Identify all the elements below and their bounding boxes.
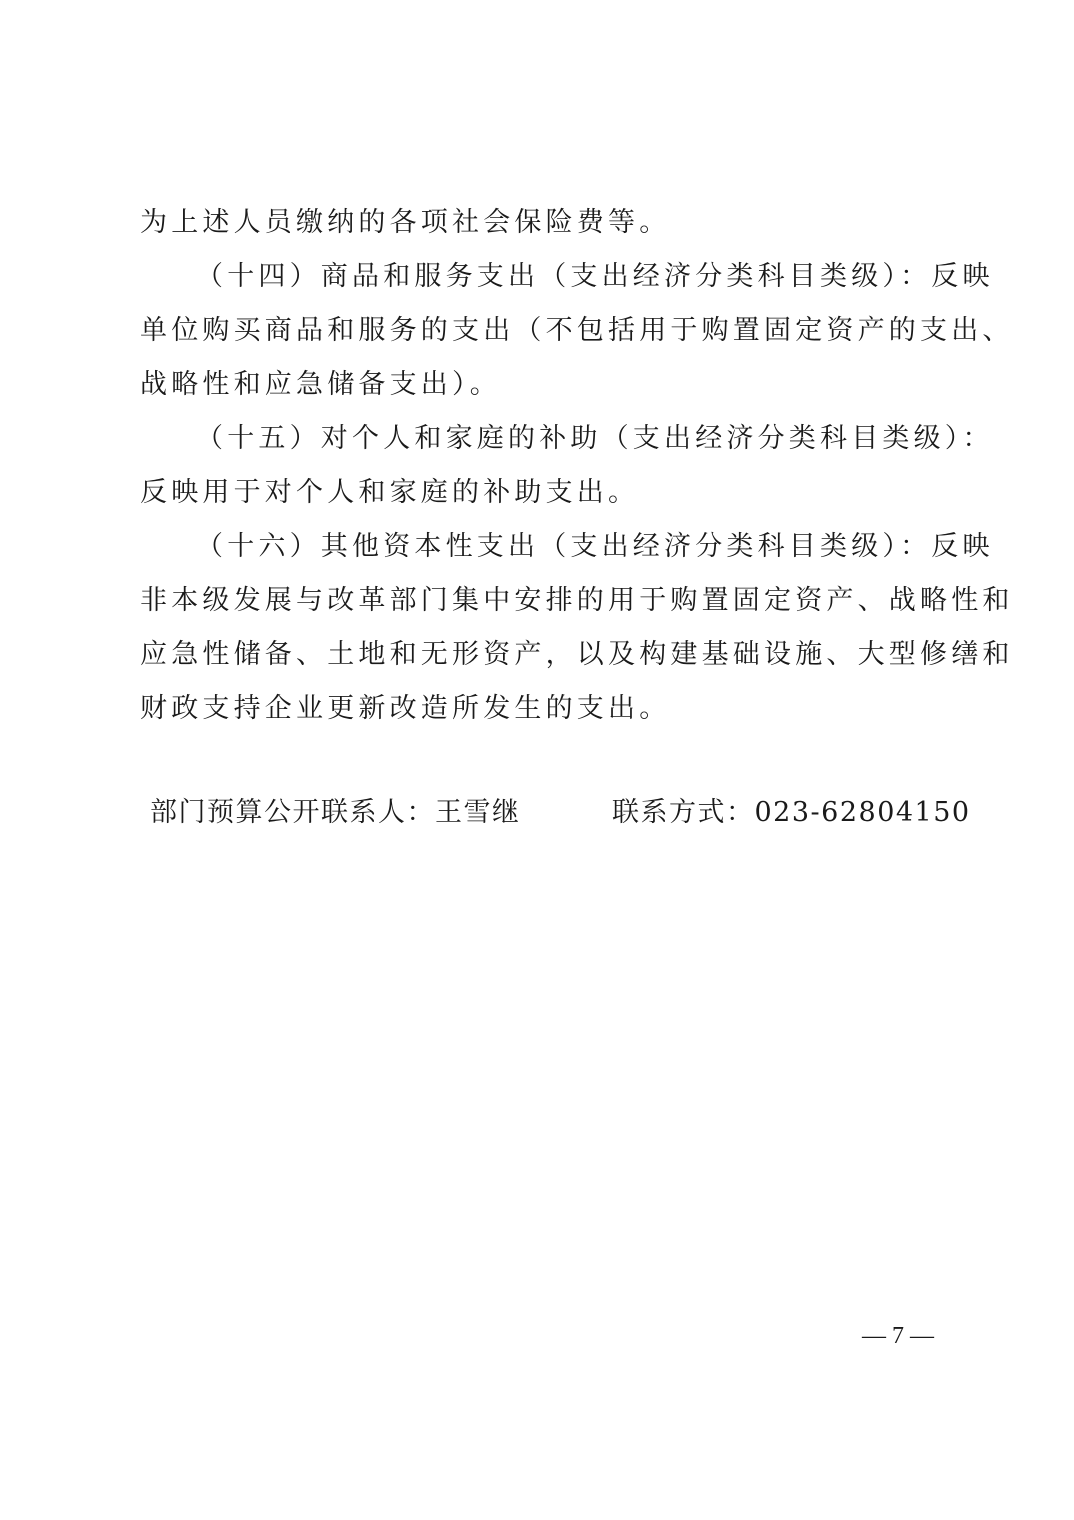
paragraph-line: 战略性和应急储备支出）。	[140, 369, 501, 400]
section-14-heading-line: （十四）商品和服务支出（支出经济分类科目类级）：反映	[196, 261, 994, 292]
paragraph-line: 非本级发展与改革部门集中安排的用于购置固定资产、战略性和	[140, 585, 1014, 616]
page-number: — 7 —	[862, 1323, 934, 1349]
paragraph-line: 应急性储备、土地和无形资产，以及构建基础设施、大型修缮和	[140, 639, 1014, 670]
paragraph-line: 财政支持企业更新改造所发生的支出。	[140, 693, 671, 724]
section-16-heading-line: （十六）其他资本性支出（支出经济分类科目类级）：反映	[196, 531, 994, 562]
section-15-heading-line: （十五）对个人和家庭的补助（支出经济分类科目类级）：	[196, 423, 994, 454]
paragraph-line: 为上述人员缴纳的各项社会保险费等。	[140, 207, 671, 238]
contact-phone: 联系方式：023-62804150	[612, 797, 971, 828]
paragraph-line: 反映用于对个人和家庭的补助支出。	[140, 477, 640, 508]
contact-person: 部门预算公开联系人：王雪继	[150, 797, 521, 828]
paragraph-line: 单位购买商品和服务的支出（不包括用于购置固定资产的支出、	[140, 315, 1014, 346]
